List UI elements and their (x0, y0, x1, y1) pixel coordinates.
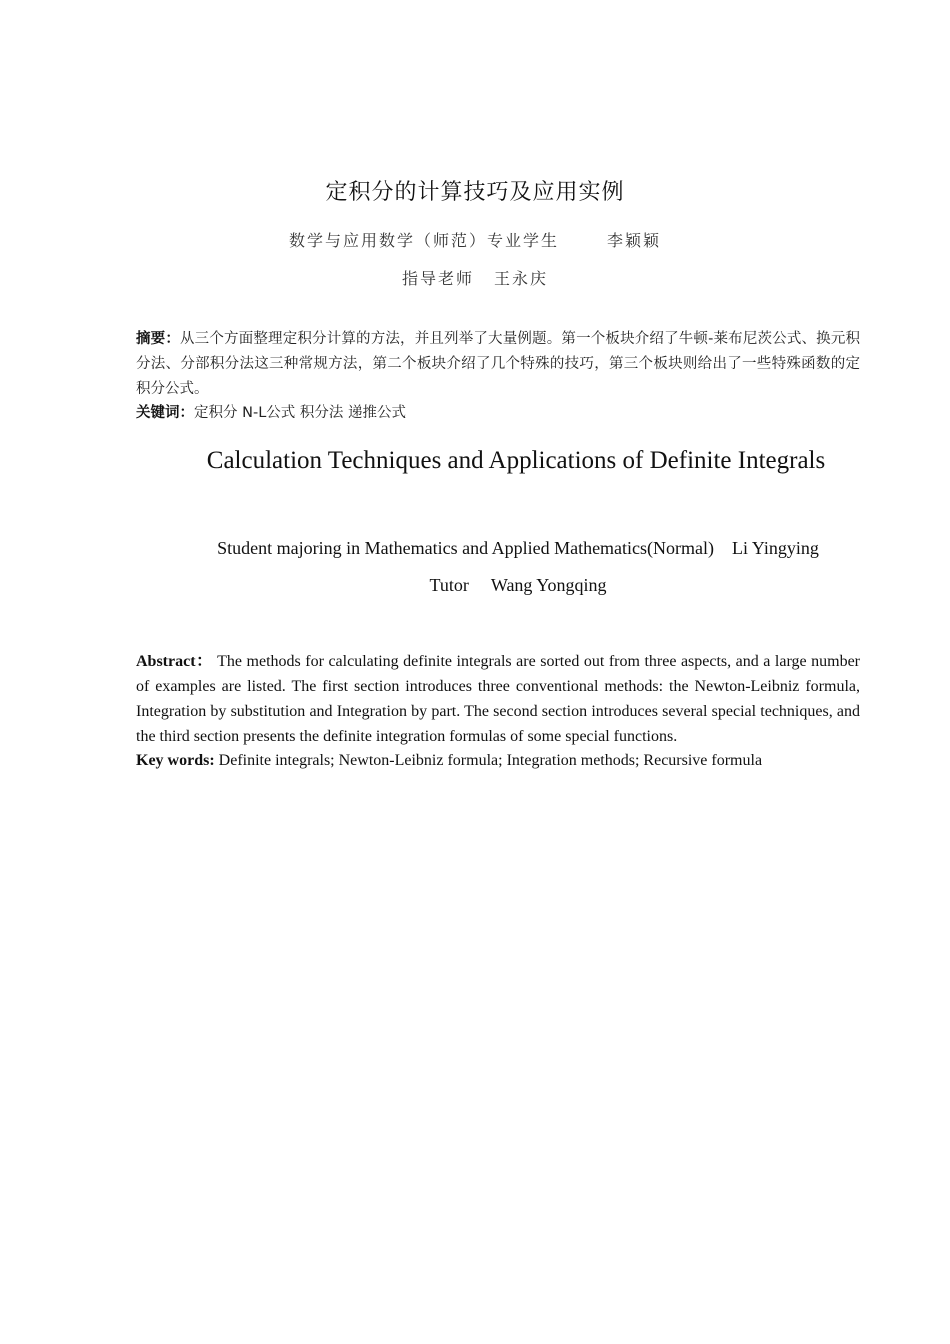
english-abstract-text: The methods for calculating definite integrals are sorted out from three aspects, and a large number of examples are listed. The first section introduces three conventional methods: the Newton-Leibniz formula, Integration by substitution and Integration by part. The second section introduces several special techniques, and the third section presents the definite integration formulas of some special functions. (136, 653, 860, 745)
english-keywords (136, 748, 860, 773)
english-author-line (136, 538, 900, 559)
english-author-name: Li Yingying (732, 538, 819, 558)
chinese-tutor-label: 指导老师 (401, 269, 474, 288)
chinese-title: 定积分的计算技巧及应用实例 (325, 180, 625, 205)
english-keywords-text: Definite integrals; Newton-Leibniz formula; Integration methods; Recursive formula (218, 752, 763, 769)
english-tutor-name: Wang Yongqing (490, 575, 607, 595)
chinese-abstract (136, 327, 860, 402)
chinese-keywords-label: 关键词： (136, 405, 194, 421)
english-title: Calculation Techniques and Applications of Definite Integrals (206, 447, 826, 474)
chinese-abstract-text: 从三个方面整理定积分计算的方法，并且列举了大量例题。第一个板块介绍了牛顿-莱布尼茨公式、换元积分法、分部积分法这三种常规方法，第二个板块介绍了几个特殊的技巧，第三个板块则给出了一些特殊函数的定积分公式。 (136, 331, 861, 397)
chinese-tutor-name: 王永庆 (494, 269, 549, 288)
chinese-abstract-label: 摘要： (136, 331, 181, 347)
english-keywords-label: Key words: (136, 752, 215, 769)
english-tutor-label: Tutor (429, 575, 469, 595)
chinese-author-name: 李颖颖 (607, 231, 662, 250)
english-tutor-line (136, 575, 900, 596)
chinese-keywords (136, 401, 860, 426)
chinese-author-line (0, 228, 950, 251)
english-abstract-label: Abstract： (136, 653, 213, 670)
chinese-tutor-line (0, 266, 950, 289)
english-abstract (136, 649, 860, 749)
chinese-keywords-text: 定积分 N-L公式 积分法 递推公式 (194, 405, 406, 421)
chinese-author-major: 数学与应用数学（师范）专业学生 (288, 231, 559, 250)
english-author-major: Student majoring in Mathematics and Applied Mathematics(Normal) (217, 538, 715, 558)
